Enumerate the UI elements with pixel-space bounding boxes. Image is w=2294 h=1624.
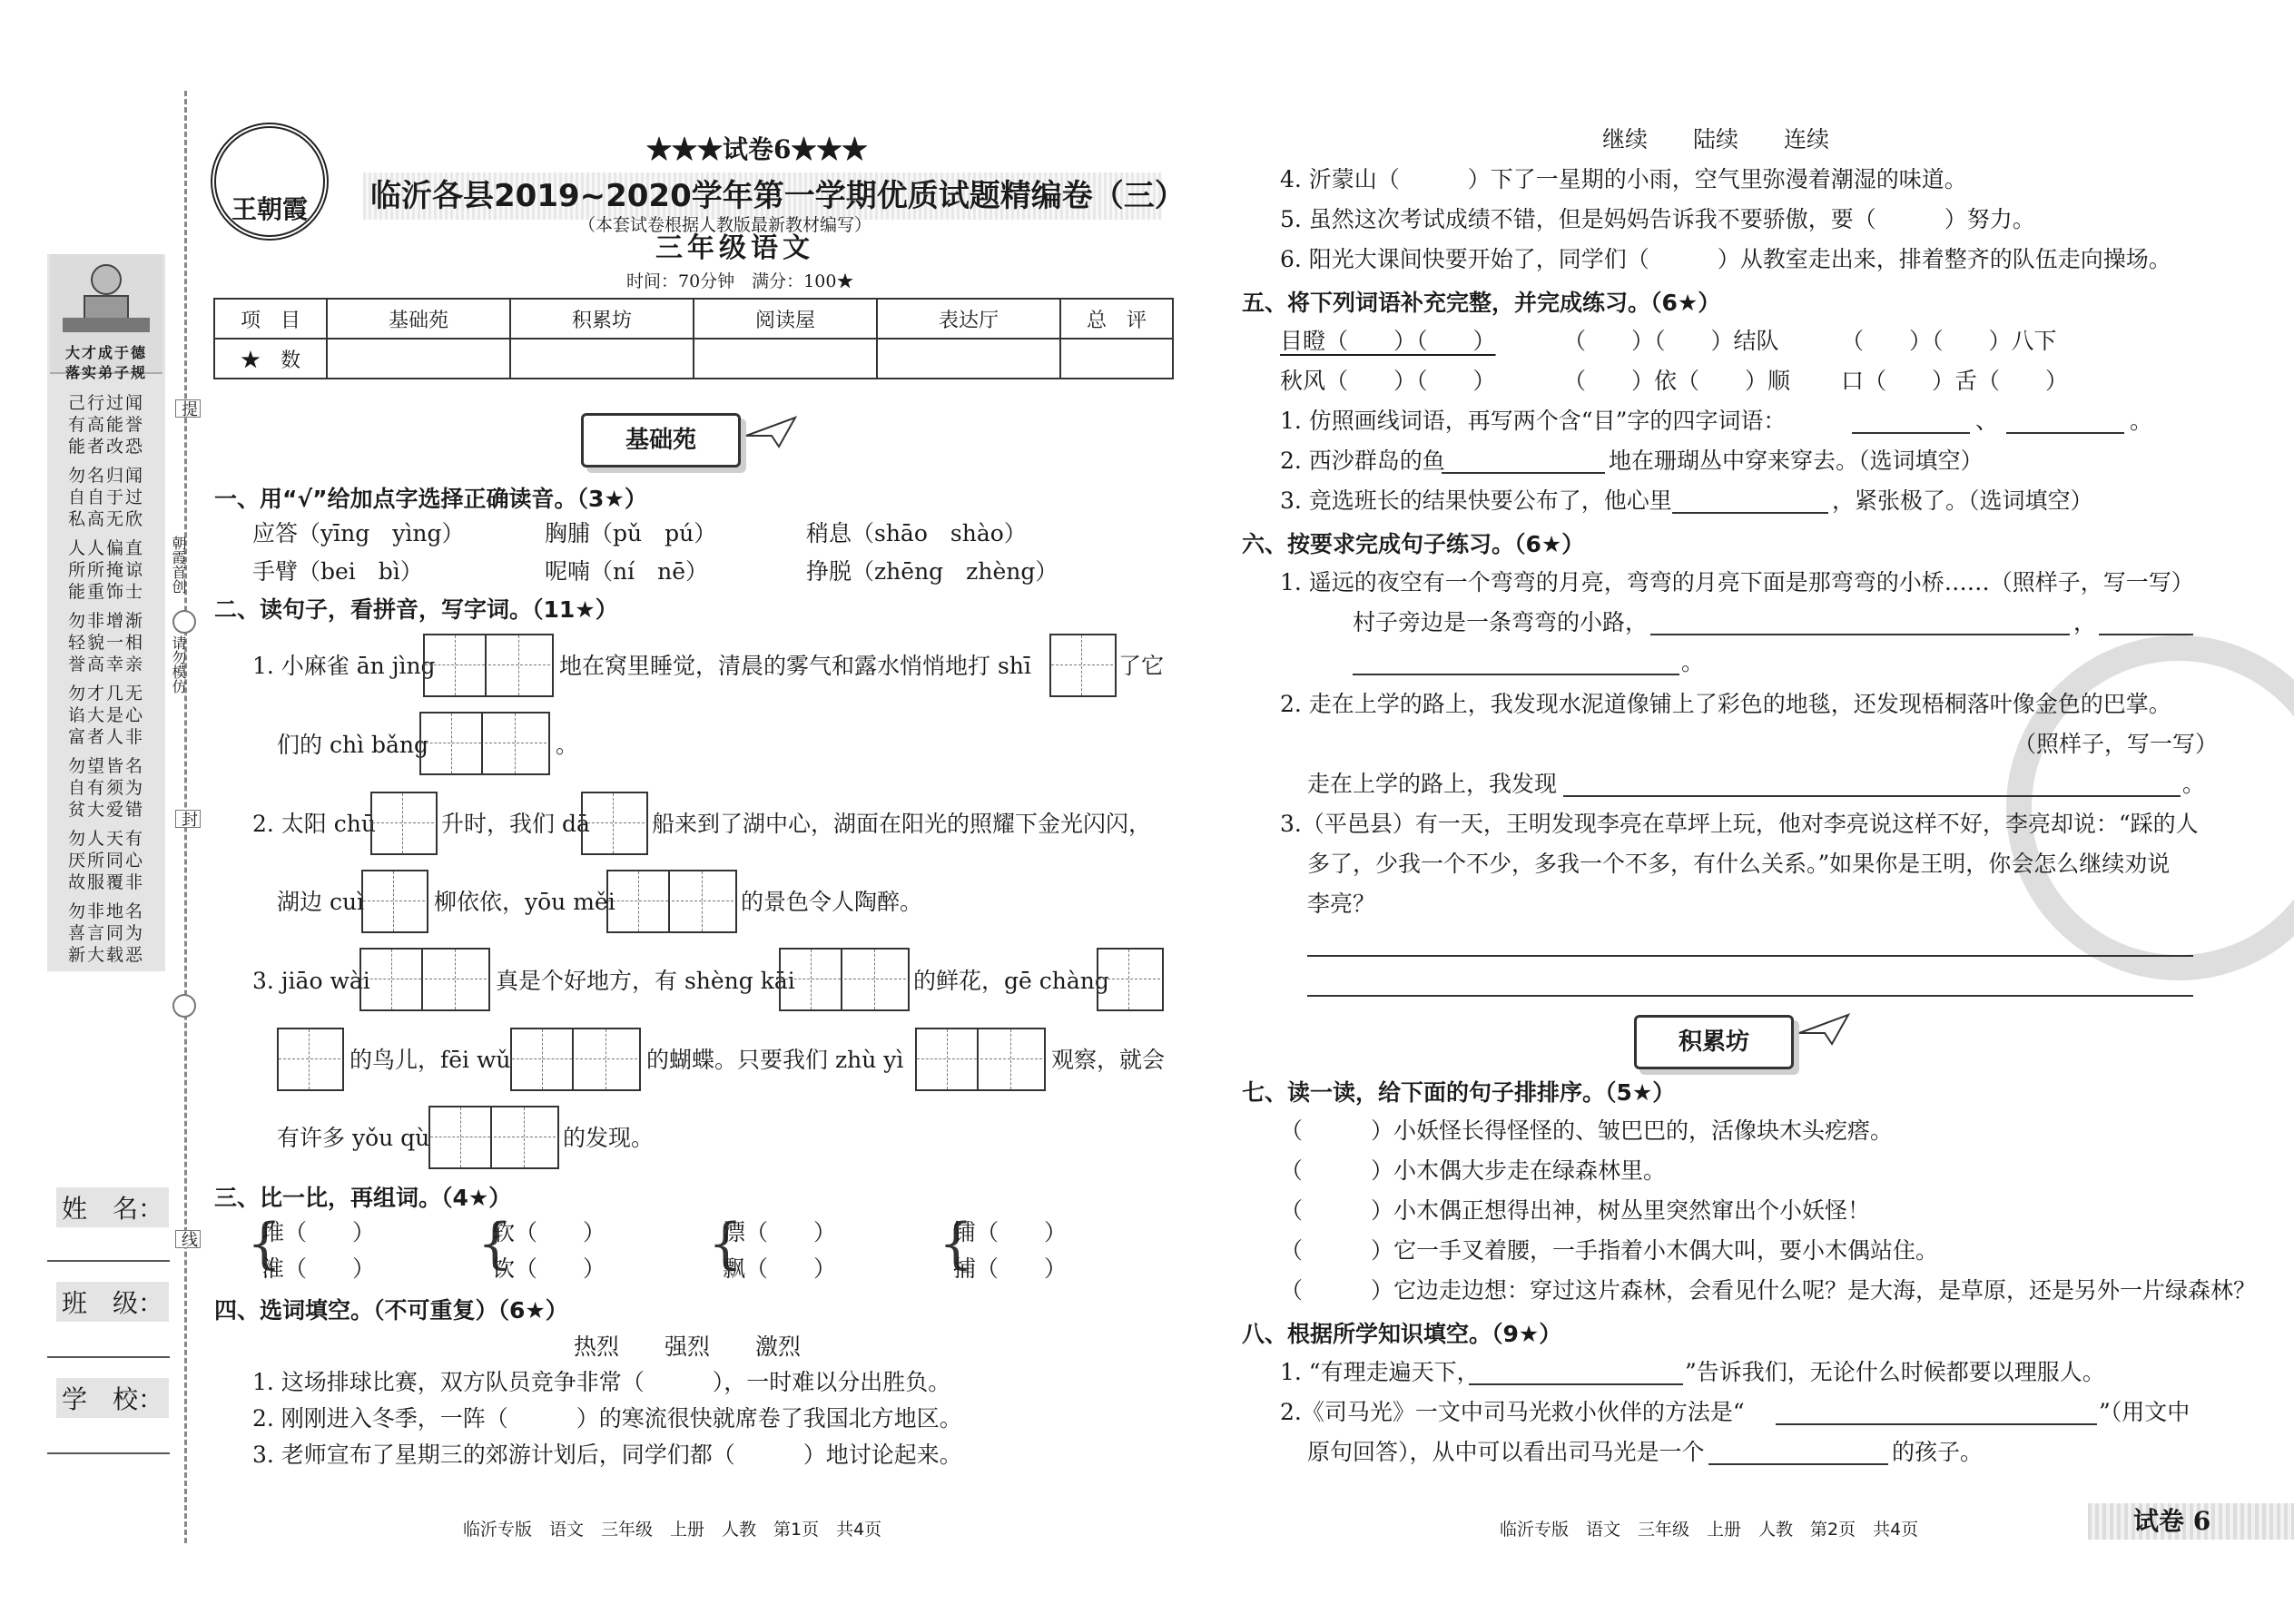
q2-s1b: 地在窝里睡觉，清晨的雾气和露水悄悄地打 shī <box>559 653 1031 679</box>
q1-item[interactable]: 呢喃（ní nē） <box>545 558 708 585</box>
q4-title: 四、选词填空。（不可重复）（6★） <box>214 1297 568 1324</box>
score-cell[interactable] <box>877 339 1060 379</box>
school-label: 学 校： <box>56 1378 169 1418</box>
char-grid[interactable] <box>277 1028 344 1091</box>
motto: 自自于过 <box>67 487 144 507</box>
score-cell[interactable] <box>694 339 877 379</box>
note-feng: 封 <box>175 810 201 828</box>
answer-blank[interactable] <box>1776 1423 2097 1425</box>
q7-item[interactable]: （ ）它一手叉着腰，一手指着小木偶大叫，要小木偶站住。 <box>1280 1237 1939 1264</box>
brand-text: 王朝霞 <box>231 194 308 224</box>
char-grid[interactable] <box>428 1106 559 1169</box>
answer-blank[interactable] <box>1353 674 1679 675</box>
q6-end: 。 <box>1681 649 1705 675</box>
q6-comma: ， <box>2073 609 2097 635</box>
score-header: 总 评 <box>1060 299 1173 339</box>
q8-title: 八、根据所学知识填空。（9★） <box>1242 1321 1562 1347</box>
note-qingwu: 请勿模仿 <box>170 635 187 694</box>
binding-hole-bottom <box>172 994 196 1018</box>
q2-s2f: 的景色令人陶醉。 <box>741 889 923 915</box>
q2-s2c: 船来到了湖中心，湖面在阳光的照耀下金光闪闪， <box>652 811 1152 837</box>
char-grid[interactable] <box>915 1028 1046 1091</box>
q5-end: 。 <box>2130 408 2153 434</box>
motto: 喜言同为 <box>67 923 144 943</box>
motto: 故服覆非 <box>67 872 144 892</box>
q6-title: 六、按要求完成句子练习。（6★） <box>1242 531 1585 557</box>
q5-item-2b: 地在珊瑚丛中穿来穿去。（选词填空） <box>1609 448 1984 474</box>
char-grid[interactable] <box>510 1028 641 1091</box>
motto: 能者改恐 <box>67 437 144 457</box>
q3-word[interactable]: 捕（ ） <box>953 1255 1068 1282</box>
char-grid[interactable] <box>423 634 554 697</box>
q5-item-2a: 2. 西沙群岛的鱼 <box>1280 448 1445 474</box>
score-header: 表达厅 <box>877 299 1060 339</box>
class-field[interactable] <box>47 1356 170 1358</box>
q1-item[interactable]: 胸脯（pǔ pú） <box>545 520 717 546</box>
motto: 轻貌一相 <box>67 633 144 653</box>
page-subtitle: （本套试卷根据人教版最新教材编写） <box>578 215 872 235</box>
q3-word[interactable]: 软（ ） <box>492 1219 606 1245</box>
motto: 勿非地名 <box>67 901 144 921</box>
motto: 勿望皆名 <box>67 756 144 776</box>
q7-item[interactable]: （ ）小妖怪长得怪怪的、皱巴巴的，活像块木头疙瘩。 <box>1280 1117 1894 1144</box>
score-header: 阅读屋 <box>694 299 877 339</box>
q6-s2note: （照样子，写一写） <box>2013 731 2219 757</box>
q4-item[interactable]: 1. 这场排球比赛，双方队员竞争非常（ ），一时难以分出胜负。 <box>252 1369 951 1395</box>
q5-item-1: 1. 仿照画线词语，再写两个含“目”字的四字词语： <box>1280 408 1787 434</box>
q3-word[interactable]: 淮（ ） <box>261 1255 376 1282</box>
name-field[interactable] <box>47 1260 170 1262</box>
score-header: 项 目 <box>214 299 327 339</box>
q2-s3f: 观察，就会 <box>1051 1047 1166 1073</box>
note-xian: 线 <box>175 1230 201 1248</box>
q5-title: 五、将下列词语补充完整，并完成练习。（6★） <box>1242 290 1721 316</box>
motto: 勿非增渐 <box>67 611 144 631</box>
mascot-icon <box>50 254 162 345</box>
grade-subject: 三年级语文 <box>655 232 814 264</box>
motto: 有高能誉 <box>67 415 144 435</box>
answer-blank[interactable] <box>2006 432 2124 434</box>
q6-s2b: 走在上学的路上，我发现 <box>1307 771 1558 797</box>
motto: 誉高幸亲 <box>67 655 144 674</box>
brace-icon: { <box>708 1212 743 1275</box>
q5-idiom[interactable]: （ ）（ ）结队 <box>1563 328 1779 354</box>
score-row-label: ★ 数 <box>214 339 327 379</box>
motto: 能重饰士 <box>67 582 144 602</box>
q6-s3c: 李亮？ <box>1307 891 1376 917</box>
time-score: 时间：70分钟 满分：100★ <box>626 271 854 291</box>
q7-item[interactable]: （ ）它边走边想：穿过这片森林，会看见什么呢？是大海，是草原，还是另外一片绿森林？ <box>1280 1277 2257 1304</box>
q8-s1a: 1. “有理走遍天下， <box>1280 1359 1480 1385</box>
q3-word[interactable]: 飘（ ） <box>723 1255 837 1282</box>
q2-s2a: 2. 太阳 chū <box>252 811 376 837</box>
q2-s2e: 柳依依，yōu měi <box>434 889 615 915</box>
motto: 贫大爱错 <box>67 800 144 820</box>
q3-word[interactable]: 堆（ ） <box>261 1219 376 1245</box>
q1-title: 一、用“√”给加点字选择正确读音。（3★） <box>214 486 647 512</box>
q1-item[interactable]: 稍息（shāo shào） <box>806 520 1027 546</box>
motto: 私高无欣 <box>67 509 144 529</box>
char-grid[interactable] <box>370 792 438 855</box>
q2-s1c: 了它 <box>1118 653 1165 679</box>
q4-item[interactable]: 4. 沂蒙山（ ）下了一星期的小雨，空气里弥漫着潮湿的味道。 <box>1280 166 1967 192</box>
q2-s3h: 的发现。 <box>563 1125 655 1151</box>
q2-s2b: 升时，我们 dā <box>441 811 590 837</box>
motto: 新大载恶 <box>67 945 144 965</box>
q1-item[interactable]: 挣脱（zhēng zhèng） <box>806 558 1058 585</box>
section-banner-accumulation: 积累坊 <box>1634 1015 1794 1069</box>
brace-icon: { <box>247 1212 282 1275</box>
q6-end2: 。 <box>2182 771 2206 797</box>
q4-item[interactable]: 3. 老师宣布了星期三的郊游计划后，同学们都（ ）地讨论起来。 <box>252 1442 962 1468</box>
motto: 己行过闻 <box>67 393 144 413</box>
motto-line-1: 大才成于德 <box>64 344 147 361</box>
q2-s3b: 真是个好地方，有 shèng kāi <box>496 968 795 994</box>
q2-s3e: 的蝴蝶。只要我们 zhù yì <box>646 1047 904 1073</box>
answer-blank[interactable] <box>1708 1463 1888 1465</box>
q5-item-3a: 3. 竞选班长的结果快要公布了，他心里 <box>1280 487 1672 514</box>
score-cell[interactable] <box>1060 339 1173 379</box>
q4-item[interactable]: 6. 阳光大课间快要开始了，同学们（ ）从教室走出来，排着整齐的队伍走向操场。 <box>1280 246 2171 272</box>
q6-s3a: 3.（平邑县）有一天，王明发现李亮在草坪上玩，他对李亮说这样不好，李亮却说：“踩的人 <box>1280 811 2199 837</box>
char-grid[interactable] <box>779 948 910 1011</box>
q8-s2d: 的孩子。 <box>1892 1439 1984 1465</box>
char-grid[interactable] <box>1097 948 1164 1011</box>
motto: 勿人天有 <box>67 829 144 849</box>
q5-idiom-underlined[interactable]: 目瞪（ ）（ ） <box>1280 328 1496 354</box>
motto-top <box>52 343 161 383</box>
q3-word[interactable]: 饮（ ） <box>492 1255 606 1282</box>
answer-blank[interactable] <box>1469 1383 1683 1385</box>
char-grid[interactable] <box>581 792 648 855</box>
section-banner-basics: 基础苑 <box>581 413 741 468</box>
q3-title: 三、比一比，再组词。（4★） <box>214 1185 512 1211</box>
score-header: 积累坊 <box>510 299 694 339</box>
motto: 谄大是心 <box>67 705 144 725</box>
q3-word[interactable]: 漂（ ） <box>723 1219 837 1245</box>
char-grid[interactable] <box>1049 634 1117 697</box>
score-header: 基础苑 <box>327 299 510 339</box>
q5-idiom[interactable]: 口（ ）舌（ ） <box>1841 368 2069 394</box>
brace-icon: { <box>478 1212 513 1275</box>
answer-line[interactable] <box>1307 955 2193 957</box>
motto: 厌所同心 <box>67 851 144 871</box>
q6-s2: 2. 走在上学的路上，我发现水泥道像铺上了彩色的地毯，还发现梧桐落叶像金色的巴掌。 <box>1280 691 2171 717</box>
answer-line[interactable] <box>1307 995 2193 997</box>
q7-title: 七、读一读，给下面的句子排排序。（5★） <box>1242 1079 1676 1106</box>
q5-item-3b: ，紧张极了。（选词填空） <box>1832 487 2093 514</box>
q1-item[interactable]: 应答（yīng yìng） <box>252 520 465 546</box>
motto: 人人偏直 <box>67 538 144 558</box>
q8-s1b: ”告诉我们，无论什么时候都要以理服人。 <box>1685 1359 2105 1385</box>
motto: 富者人非 <box>67 727 144 747</box>
q3-word[interactable]: 铺（ ） <box>953 1219 1068 1245</box>
q6-s1: 1. 遥远的夜空有一个弯弯的月亮，弯弯的月亮下面是那弯弯的小桥……（照样子，写一写） <box>1280 569 2194 595</box>
q5-idiom[interactable]: （ ）（ ）八下 <box>1841 328 2057 354</box>
q4-word-bank: 热烈 强烈 激烈 <box>574 1334 802 1360</box>
q2-s1d: 们的 chì bǎng <box>277 732 429 758</box>
q7-item[interactable]: （ ）小木偶正想得出神，树丛里突然窜出个小妖怪！ <box>1280 1197 1871 1224</box>
q2-s3a: 3. jiāo wài <box>252 968 370 994</box>
answer-blank[interactable] <box>2099 634 2193 635</box>
corner-tag: 试卷 6 <box>2133 1506 2211 1536</box>
q8-s2b: ”（用文中 <box>2099 1399 2191 1425</box>
answer-blank[interactable] <box>1672 512 1828 514</box>
motto-line-2: 落实弟子规 <box>64 364 147 381</box>
q2-s1a: 1. 小麻雀 ān jìng <box>252 653 436 679</box>
q5-idiom[interactable]: （ ）依（ ）顺 <box>1563 368 1791 394</box>
motto: 勿才几无 <box>67 684 144 704</box>
brace-icon: { <box>939 1212 974 1275</box>
q5-sep: 、 <box>1975 408 1999 434</box>
score-cell[interactable] <box>327 339 510 379</box>
name-label: 姓 名： <box>56 1187 169 1227</box>
note-ti: 提 <box>175 399 201 418</box>
q2-title: 二、读句子，看拼音，写字词。（11★） <box>214 596 618 623</box>
q2-s2d: 湖边 cuì <box>277 889 365 915</box>
paper-plane-icon <box>1797 1011 1852 1048</box>
answer-blank[interactable] <box>1852 432 1970 434</box>
q2-s3g: 有许多 yǒu qù <box>277 1125 430 1151</box>
motto: 自有须为 <box>67 778 144 798</box>
class-label: 班 级： <box>56 1282 169 1322</box>
q5-idiom[interactable]: 秋风（ ）（ ） <box>1280 368 1496 394</box>
page-title: 临沂各县2019~2020学年第一学期优质试题精编卷（三） <box>370 178 1186 214</box>
q2-s3c: 的鲜花，gē chàng <box>913 968 1109 994</box>
q4-word-bank-2: 继续 陆续 连续 <box>1602 126 1830 153</box>
right-footer: 临沂专版 语文 三年级 上册 人教 第2页 共4页 <box>1500 1520 1919 1540</box>
motto-list <box>52 392 161 966</box>
left-footer: 临沂专版 语文 三年级 上册 人教 第1页 共4页 <box>463 1520 882 1540</box>
binding-hole-top <box>172 610 196 634</box>
paper-number: ★★★试卷6★★★ <box>646 134 868 164</box>
char-grid[interactable] <box>361 870 428 933</box>
q6-s1b: 村子旁边是一条弯弯的小路， <box>1353 609 1649 635</box>
brand-seal <box>211 123 329 241</box>
answer-blank[interactable] <box>1563 795 2181 797</box>
char-grid[interactable] <box>419 712 550 775</box>
paper-plane-icon <box>744 414 799 450</box>
q7-item[interactable]: （ ）小木偶大步走在绿森林里。 <box>1280 1157 1667 1184</box>
char-grid[interactable] <box>606 870 737 933</box>
q8-s2c: 原句回答），从中可以看出司马光是一个 <box>1307 1439 1705 1465</box>
score-cell[interactable] <box>510 339 694 379</box>
q2-s3d: 的鸟儿，fēi wǔ <box>350 1047 511 1073</box>
char-grid[interactable] <box>359 948 490 1011</box>
score-table <box>213 298 1174 379</box>
q1-item[interactable]: 手臂（bei bì） <box>252 558 423 585</box>
q6-s3b: 多了，少我一个不少，多我一个不多，有什么关系。”如果你是王明，你会怎么继续劝说 <box>1307 851 2171 877</box>
motto: 勿名归闻 <box>67 466 144 486</box>
q8-s2a: 2.《司马光》一文中司马光救小伙伴的方法是“ <box>1280 1399 1745 1425</box>
school-field[interactable] <box>47 1452 170 1454</box>
answer-blank[interactable] <box>1442 472 1605 474</box>
q4-item[interactable]: 5. 虽然这次考试成绩不错，但是妈妈告诉我不要骄傲，要（ ）努力。 <box>1280 206 2035 232</box>
motto: 所所掩谅 <box>67 560 144 580</box>
q4-item[interactable]: 2. 刚刚进入冬季，一阵（ ）的寒流很快就席卷了我国北方地区。 <box>252 1405 962 1432</box>
q2-s1e: 。 <box>556 732 579 758</box>
note-zhaoxia: 朝霞首创 <box>170 536 187 594</box>
answer-blank[interactable] <box>1650 634 2070 635</box>
